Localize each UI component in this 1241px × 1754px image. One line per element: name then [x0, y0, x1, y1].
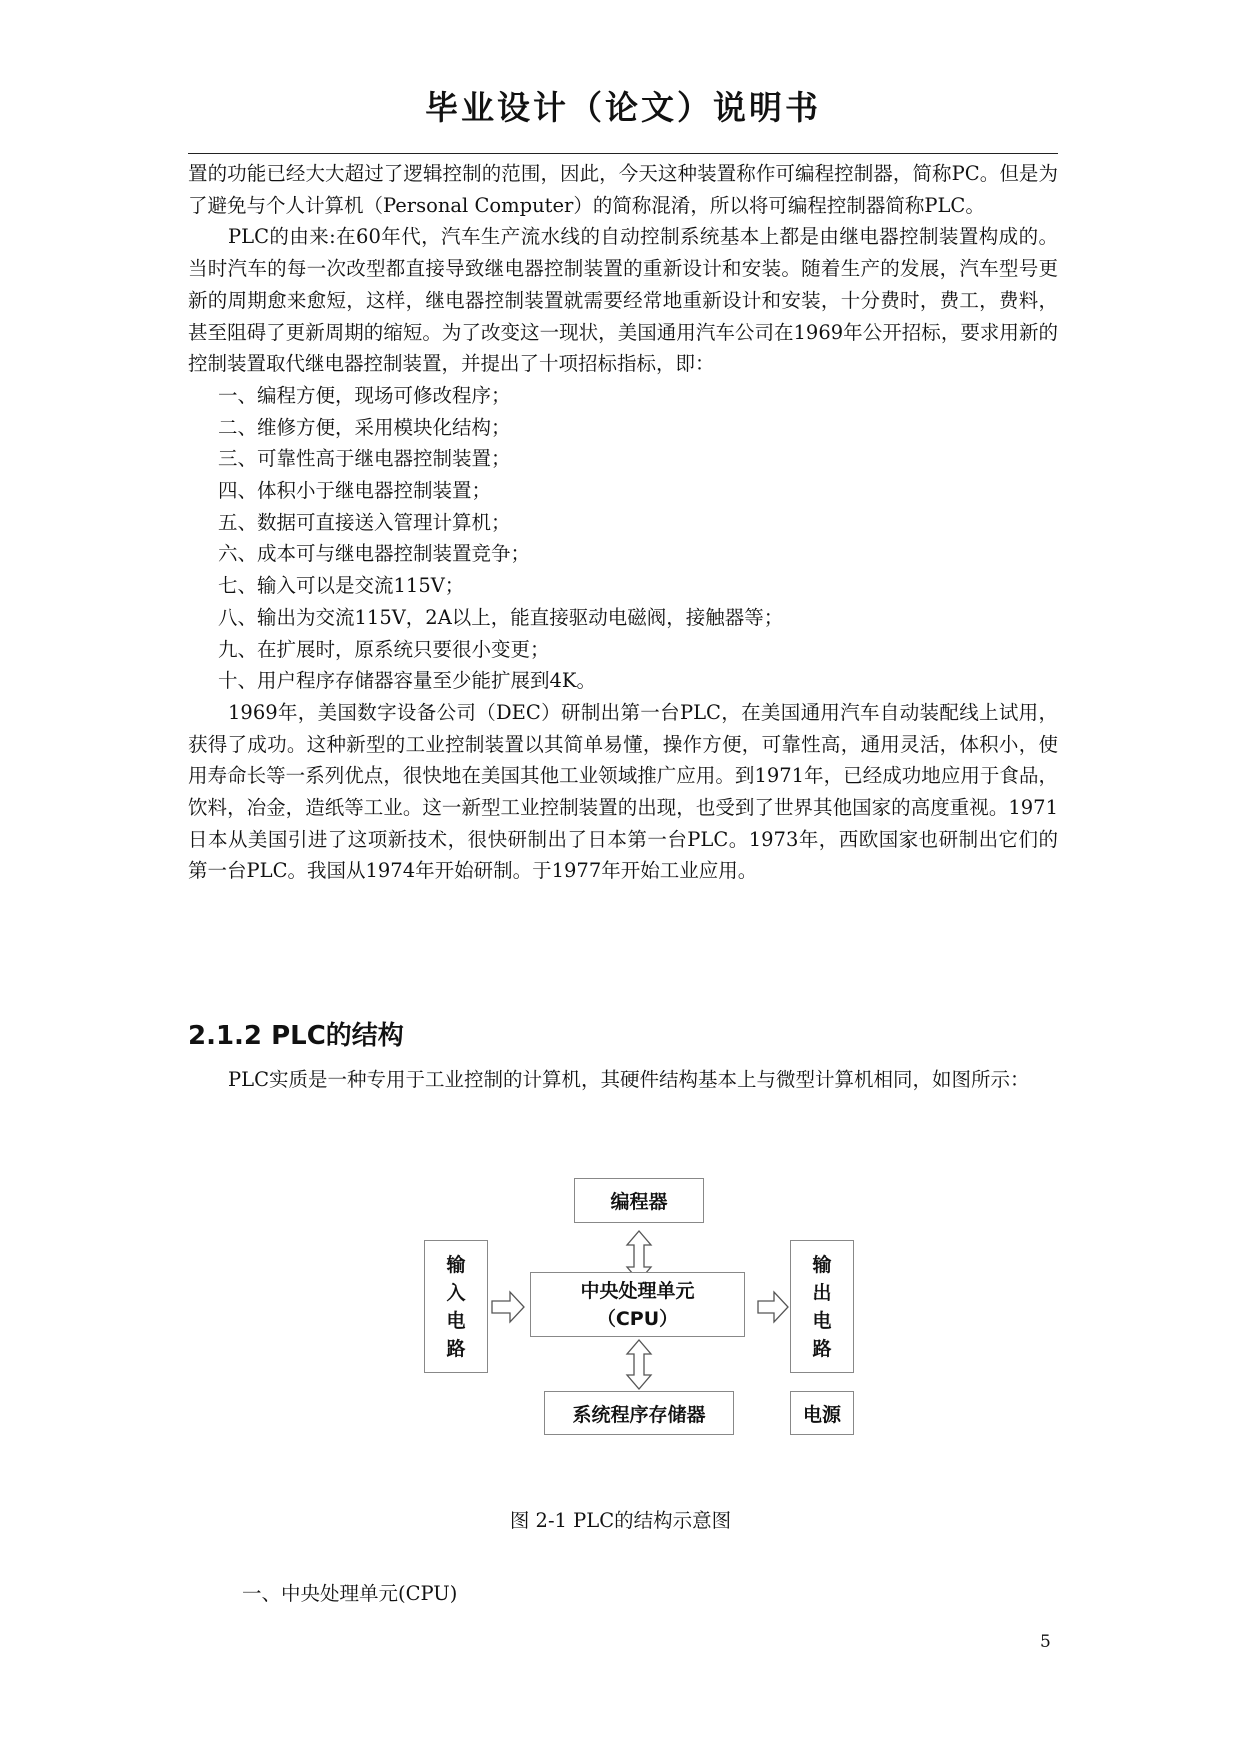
criteria-item-8: 八、输出为交流115V，2A以上，能直接驱动电磁阀，接触器等；: [218, 605, 784, 629]
output-circuit-box: [790, 1240, 854, 1373]
input-circuit-box: [424, 1240, 488, 1373]
figure-caption: 图 2-1 PLC的结构示意图: [509, 1509, 732, 1532]
sub-item-cpu: 一、中央处理单元(CPU): [242, 1582, 458, 1605]
page-header-title: 毕业设计（论文）说明书: [425, 88, 821, 127]
criteria-item-6: 六、成本可与继电器控制装置竞争；: [218, 542, 531, 566]
criteria-item-3: 三、可靠性高于继电器控制装置；: [218, 447, 511, 471]
power-supply-box: [790, 1391, 854, 1435]
criteria-item-5: 五、数据可直接送入管理计算机；: [218, 510, 511, 534]
section-paragraph-text: PLC实质是一种专用于工业控制的计算机，其硬件结构基本上与微型计算机相同，如图所示：: [228, 1068, 1030, 1091]
page-number: 5: [1040, 1632, 1051, 1652]
output-circuit-label: 输出电路: [812, 1253, 832, 1360]
cpu-box: [530, 1272, 745, 1337]
cpu-to-output-arrow: [758, 1292, 788, 1322]
criteria-item-10: 十、用户程序存储器容量至少能扩展到4K。: [218, 669, 596, 693]
input-to-cpu-arrow: [492, 1292, 524, 1322]
criteria-item-4: 四、体积小于继电器控制装置；: [218, 479, 492, 503]
memory-cpu-double-arrow: [627, 1340, 651, 1389]
power-supply-label: 电源: [802, 1403, 841, 1426]
programmer-label: 编程器: [610, 1191, 668, 1213]
system-memory-box: [544, 1391, 734, 1435]
criteria-item-2: 二、维修方便，采用模块化结构；: [218, 415, 511, 439]
intro-paragraph-2: PLC的由来:在60年代，汽车生产流水线的自动控制系统基本上都是由继电器控制装置构成的。当时汽车的每一次改型都直接导致继电器控制装置的重新设计和安装。随着生产的发展，汽车型号更新的周期愈来愈短，这样，继电器控制装置就需要经常地重新设计和安装，十分费时，费工，费料，甚至阻碍了更新周期的缩短。为了改变这一现状，美国通用汽车公司在1969年公开招标，要求用新的控制装置取代继电器控制装置，并提出了十项招标指标，即：: [188, 225, 1058, 376]
criteria-item-7: 七、输入可以是交流115V；: [218, 574, 465, 598]
criteria-item-1: 一、编程方便，现场可修改程序；: [218, 383, 511, 407]
section-heading: 2.1.2 PLC的结构: [188, 1021, 404, 1051]
system-memory-label: 系统程序存储器: [572, 1403, 706, 1426]
programmer-box: [574, 1178, 704, 1223]
input-circuit-label: 输入电路: [446, 1253, 466, 1360]
cpu-label: 中央处理单元 （CPU）: [580, 1279, 695, 1330]
criteria-item-9: 九、在扩展时，原系统只要很小变更；: [218, 637, 550, 661]
intro-paragraph-1: 置的功能已经大大超过了逻辑控制的范围，因此，今天这种装置称作可编程控制器，简称PC。但是为了避免与个人计算机（Personal Computer）的简称混淆，所以将可编程控制器简称PLC。: [188, 162, 1058, 217]
history-paragraph: 1969年，美国数字设备公司（DEC）研制出第一台PLC，在美国通用汽车自动装配线上试用，获得了成功。这种新型的工业控制装置以其简单易懂，操作方便，可靠性高，通用灵活，体积小，使用寿命长等一系列优点，很快地在美国其他工业领域推广应用。到1971年，已经成功地应用于食品，饮料，冶金，造纸等工业。这一新型工业控制装置的出现，也受到了世界其他国家的高度重视。1971日本从美国引进了这项新技术，很快研制出了日本第一台PLC。1973年，西欧国家也研制出它们的第一台PLC。我国从1974年开始研制。于1977年开始工业应用。: [188, 700, 1058, 883]
